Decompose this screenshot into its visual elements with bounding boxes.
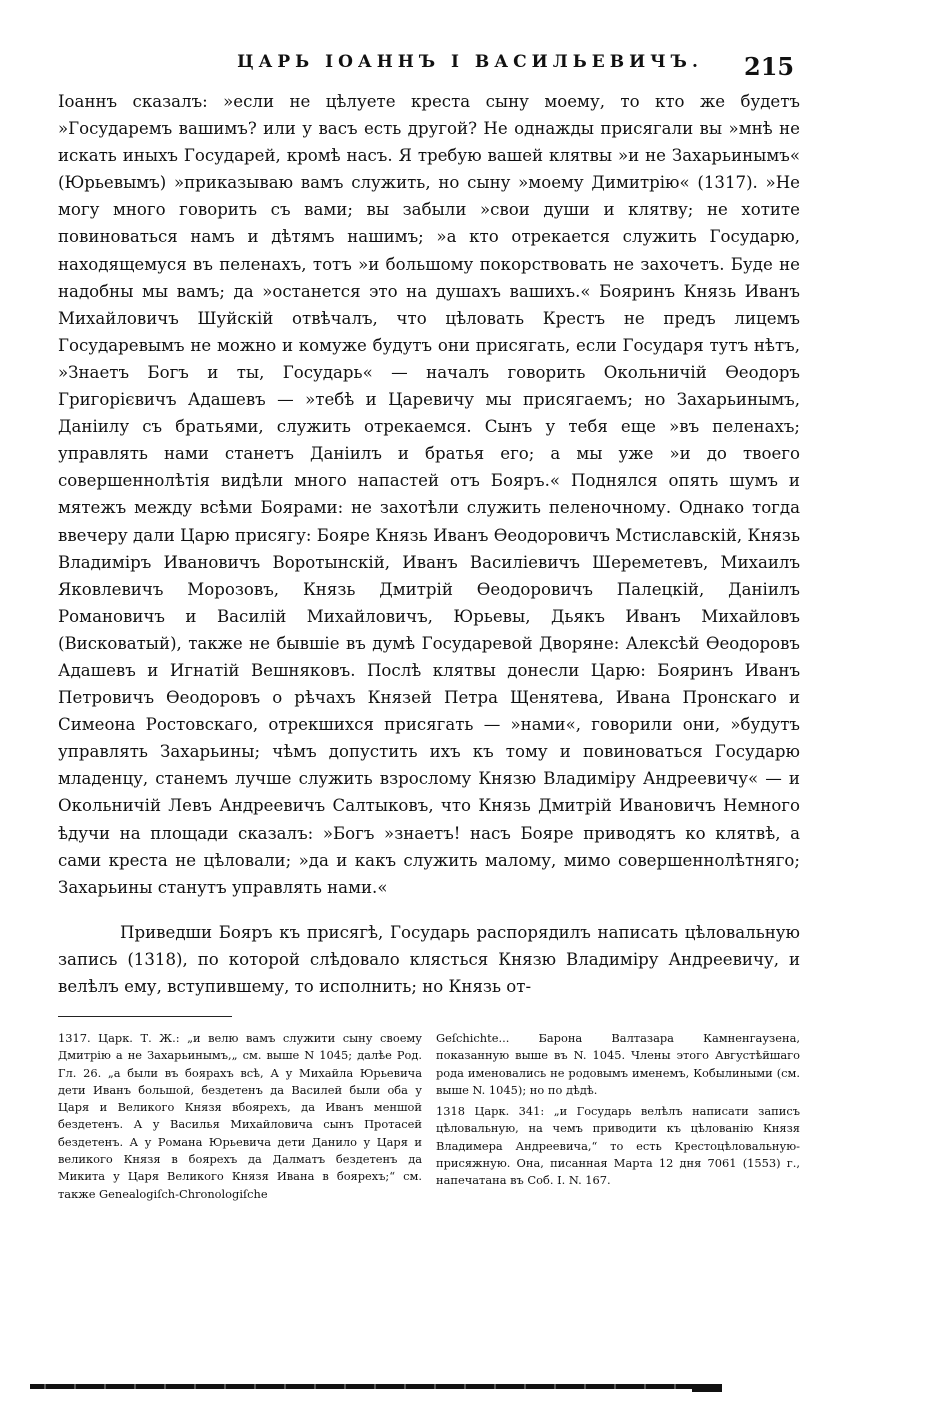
page-number: 215 <box>744 52 795 81</box>
main-text <box>58 88 800 1000</box>
footnote-column-right <box>436 1030 800 1207</box>
footnote-1318: 1318 Царк. 341: „и Государь велѣлъ написати записъ цѣловальную, на чемъ приводити къ цѣлованію Князя Владимера Андреевича,“ то есть Крестоцѣловальную-присяжную. Она, писанная Марта 12 дня 7061 (1553) г., напечатана въ Соб. I. N. 167. <box>436 1104 800 1188</box>
footnotes <box>58 1030 800 1207</box>
scan-edge-bar <box>30 1384 720 1389</box>
scan-edge-mark <box>692 1384 722 1392</box>
footnote-column-left <box>58 1030 422 1207</box>
footnote-1317: 1317. Царк. Т. Ж.: „и велю вамъ служити сыну своему Дмитрію а не Захарьинымъ,„ см. выше N 1045; далѣе Род. Гл. 26. „а были въ боярахъ всѣ, А у Михайла Юрьевича дети Иванъ большой, бездетенъ да Василей были оба у Царя и Великого Князя вбоярехъ, да Иванъ меншой бездетенъ. А у Василья Михайловича сынъ Протасей бездетенъ. А у Романа Юрьевича дети Данило у Царя и великого Князя в боярехъ да Далматъ бездетенъ да Микита у Царя Великого Князя Ивана в боярехъ;“ см. также Genealogiſch-Chronologiſche <box>58 1031 422 1201</box>
paragraph: Іоаннъ сказалъ: »если не цѣлуете креста сыну моему, то кто же будетъ »Государемъ вашимъ? или у васъ есть другой? Не однажды присягали вы »мнѣ не искать иныхъ Государей, кромѣ насъ. Я требую вашей клятвы »и не Захарьинымъ« (Юрьевымъ) »приказываю вамъ служить, но сыну »моему Димитрію« (1317). »Не могу много говорить съ вами; вы забыли »свои души и клятву; не хотите повиноваться намъ и дѣтямъ нашимъ; »а кто отрекается служить Государю, находящемуся въ пеленахъ, тотъ »и большому покорствовать не захочетъ. Буде не надобны мы вамъ; да »останется это на душахъ вашихъ.« Бояринъ Князь Иванъ Михайловичъ Шуйскій отвѣчалъ, что цѣловать Крестъ не предъ лицемъ Государевымъ не можно и комуже будутъ они присягать, если Государя тутъ нѣтъ, »Знаетъ Богъ и ты, Государь« — началъ говорить Окольничій Ѳеодоръ Григорієвичъ Адашевъ — »тебѣ и Царевичу мы присягаемъ; но Захарьинымъ, Даніилу съ братьями, служить отрекаемся. Сынъ у тебя еще »въ пеленахъ; управлять нами станетъ Даніилъ и братья его; а мы уже »и до твоего совершеннолѣтія видѣли много напастей отъ Бояръ.« Поднялся опять шумъ и мятежъ между всѣми Боярами: не захотѣли служить пеленочному. Однако тогда ввечеру дали Царю присягу: Бояре Князь Иванъ Ѳеодоровичъ Мстиславскій, Князь Владиміръ Ивановичъ Воротынскій, Иванъ Василіевичъ Шереметевъ, Михаилъ Яковлевичъ Морозовъ, Князь Дмитрій Ѳеодоровичъ Палецкій, Даніилъ Романовичъ и Василій Михайловичъ, Юрьевы, Дьякъ Иванъ Михайловъ (Висковатый), также не бывшіе въ думѣ Государевой Дворяне: Алексѣй Ѳеодоровъ Адашевъ и Игнатій Вешняковъ. Послѣ клятвы донесли Царю: Бояринъ Иванъ Петровичъ Ѳеодоровъ о рѣчахъ Князей Петра Щенятева, Ивана Пронскаго и Симеона Ростовскаго, отрекшихся присягать — »нами«, говорили они, »будутъ управлять Захарьины; чѣмъ допустить ихъ къ тому и повиноваться Государю младенцу, станемъ лучше служить взрослому Князю Владиміру Андреевичу« — и Окольничій Левъ Андреевичъ Салтыковъ, что Князь Дмитрій Ивановичъ Немного ѣдучи на площади сказалъ: »Богъ »знаетъ! насъ Бояре приводятъ ко клятвѣ, а сами креста не цѣловали; »да и какъ служить малому, мимо совершеннолѣтняго; Захарьины станутъ управлять нами.« <box>58 92 800 897</box>
paragraph: Приведши Бояръ къ присягѣ, Государь распорядилъ написать цѣловальную запись (1318), по которой слѣдовало клясться Князю Владиміру Андреевичу, и велѣлъ ему, вступившему, то исполнить; но Князь от- <box>58 922 800 996</box>
running-title: ЦАРЬ ІОАННЪ І ВАСИЛЬЕВИЧЪ. <box>237 52 703 72</box>
footnote-1317-continued: Geſchichte... Барона Валтазара Камненгаузена, показанную выше въ N. 1045. Члены этого Августѣйшаго рода именовались не родовымъ именемъ, Кобылиными (см. выше N. 1045); но по дѣдѣ. <box>436 1031 800 1097</box>
footnote-rule <box>58 1016 232 1017</box>
